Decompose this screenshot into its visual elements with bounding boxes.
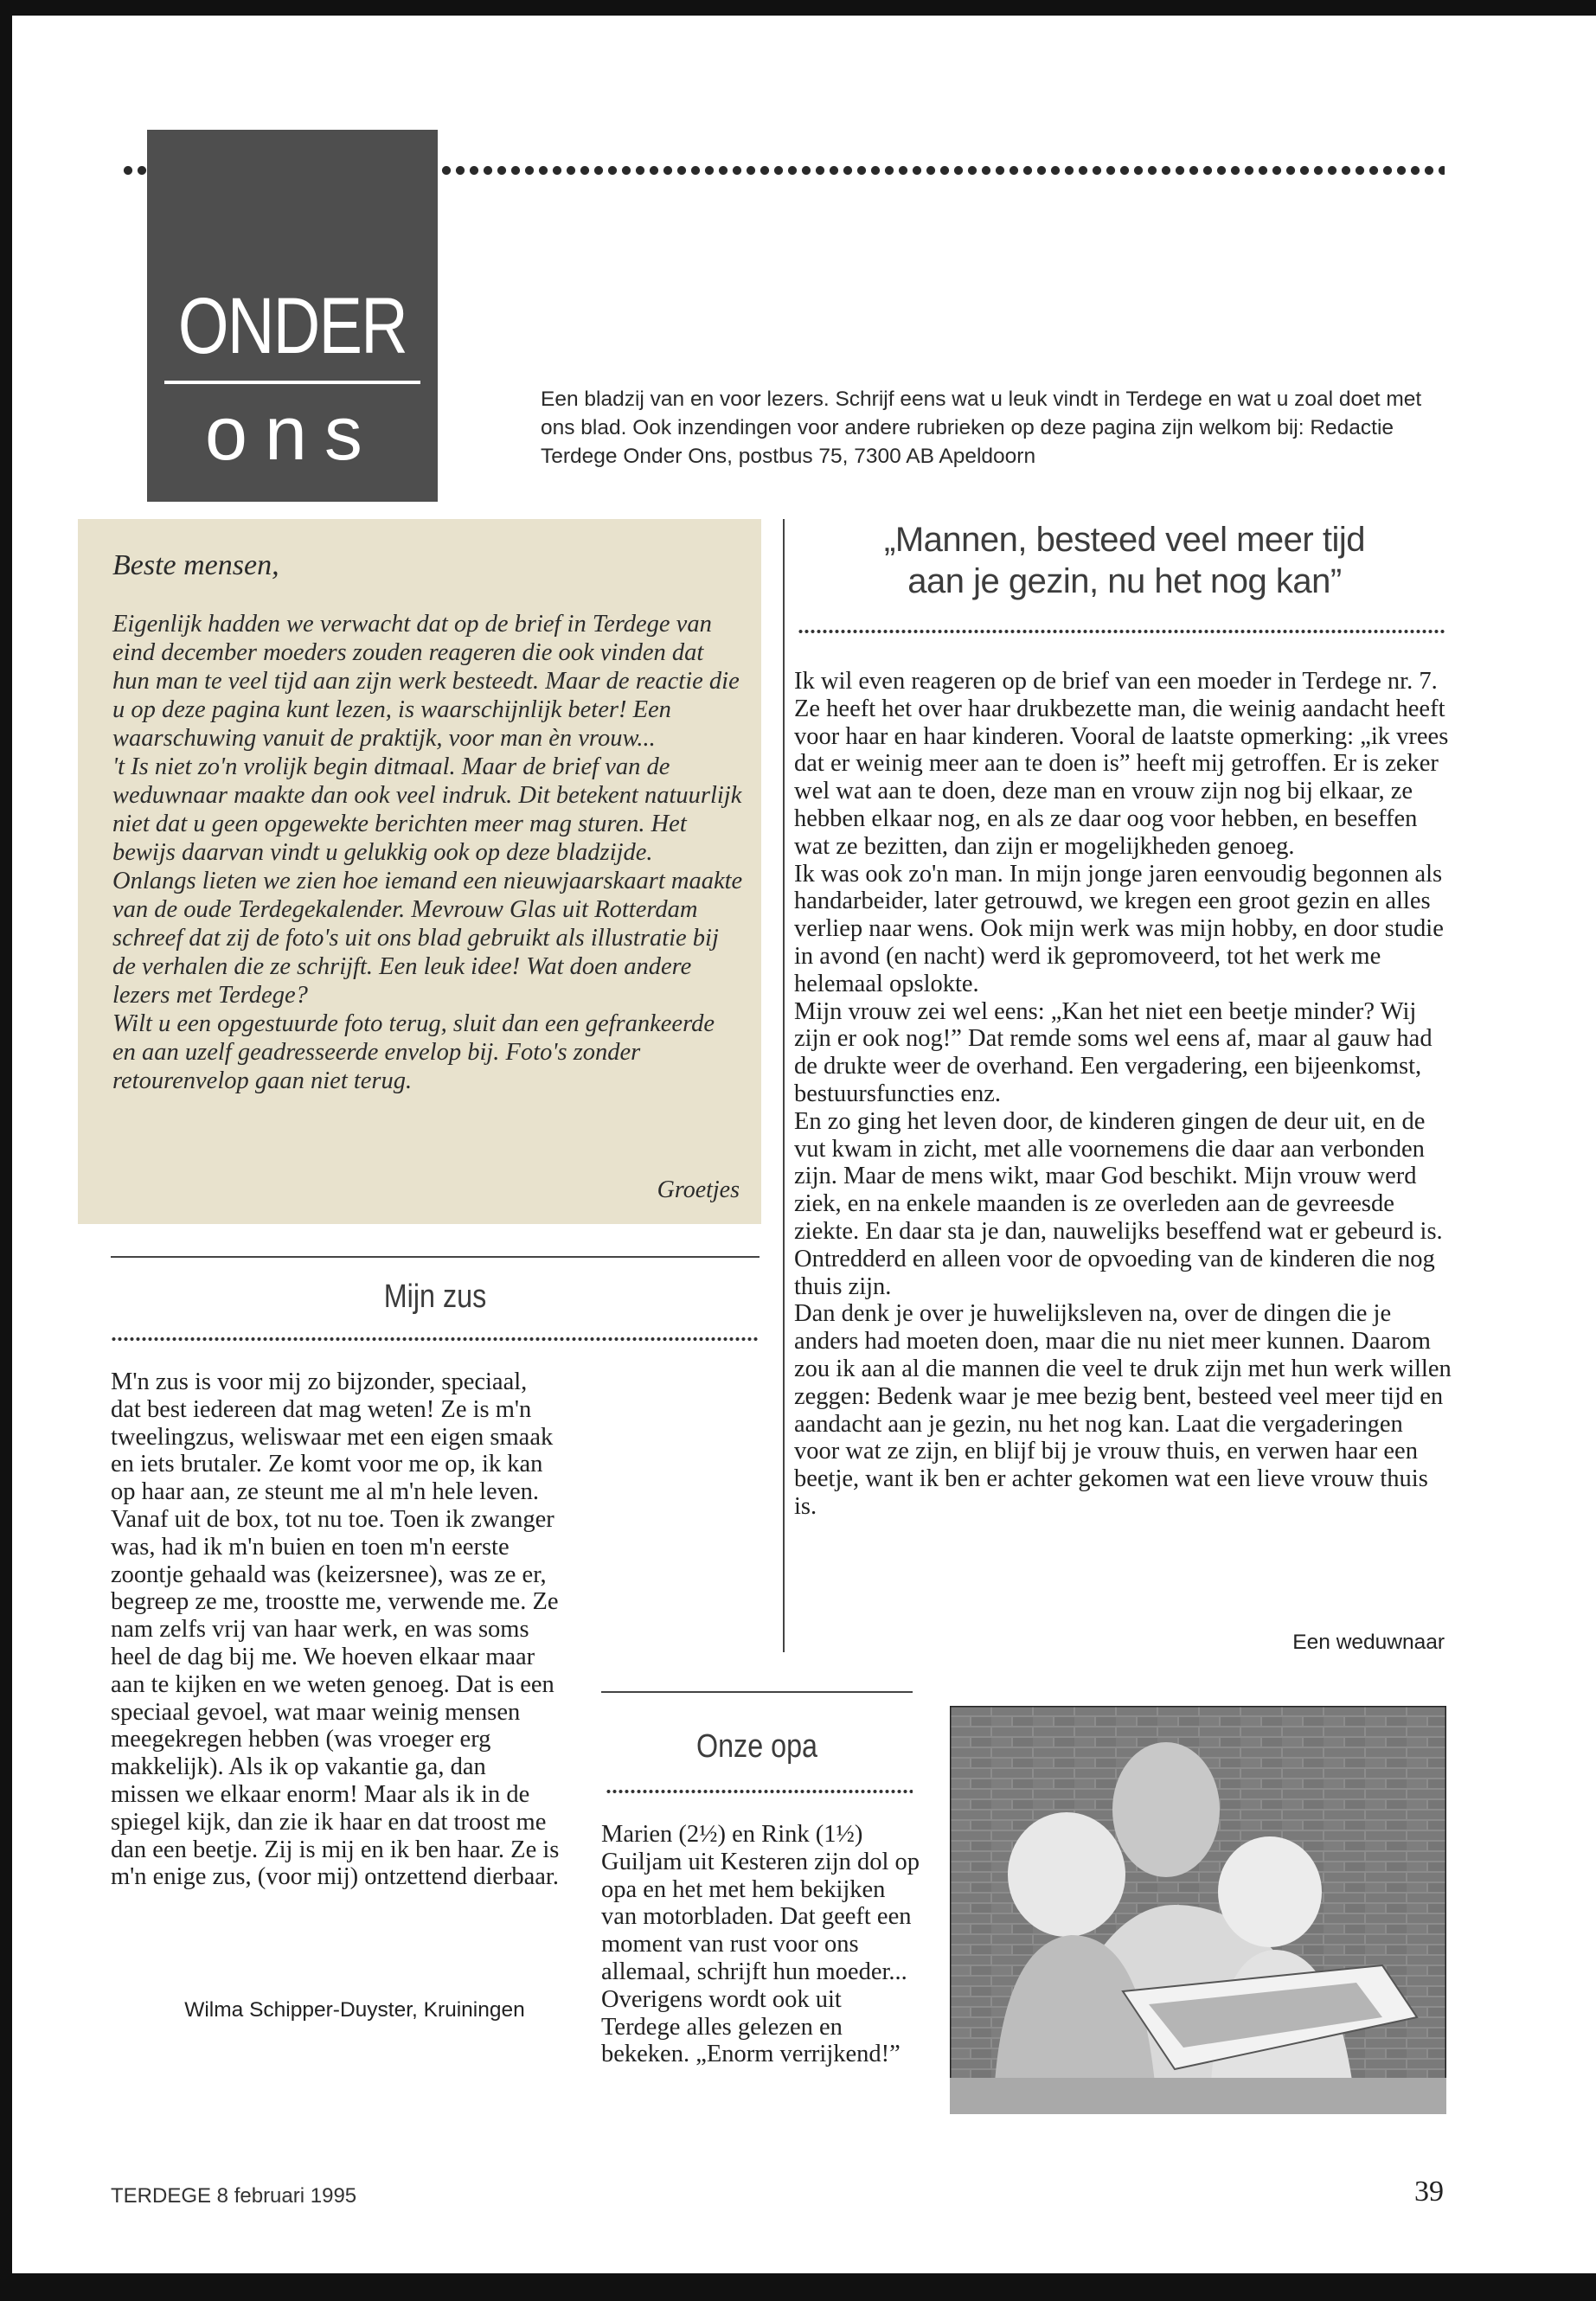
footer-issue: TERDEGE 8 februari 1995 [111,2184,357,2208]
zus-body: M'n zus is voor mij zo bijzonder, speciaal, dat best iedereen dat mag weten! Ze is m'n tweelingzus, weliswaar met een eigen smaak en iets brutaler. Ze komt voor me op, ik kan op haar aan, ze steunt me al m'n hele leven. Vanaf uit de box, tot nu toe. Toen ik zwanger was, had ik m'n buien en toen m'n eerste zoontje gehaald was (keizersnee), was ze er, begreep ze me, troostte me, verwende me. Ze nam zelfs vrij van haar werk, en was soms heel de dag bij me. We hoeven elkaar maar aan te kijken en we weten genoeg. Dat is een speciaal gevoel, wat maar weinig mensen meegekregen hebben (was vroeger erg makkelijk). Als ik op vakantie ga, dan missen we elkaar enorm! Maar als ik in de spiegel kijk, dan zie ik haar en dat troost me dan een beetje. Zij is mij en ik ben haar. Ze is m'n enige zus, (voor mij) ontzettend dierbaar. [111,1368,560,1891]
letter-paragraph: Wilt u een opgestuurde foto terug, sluit dan een gefrankeerde en aan uzelf geadresseerde envelop bij. Foto's zonder retourenvelop gaan niet terug. [112,1010,715,1094]
scan-border-top [0,0,1596,16]
mannen-article [794,668,1452,1521]
scan-border-bottom [0,2273,1596,2301]
logo-bottom-word: ons [205,390,380,476]
mannen-headline [804,519,1445,602]
article-paragraph: Mijn vrouw zei wel eens: „Kan het niet een beetje minder? Wij zijn er ook nog!” Dat remde soms wel eens af, maar al gauw had de drukte weer de overhand. Een vergadering, een bijeenkomst, bestuursfuncties enz. [794,997,1433,1107]
mannen-signoff: Een weduwnaar [1292,1631,1445,1654]
onder-ons-logo [147,130,438,502]
page-number: 39 [1414,2176,1444,2208]
headline-line: aan je gezin, nu het nog kan” [907,562,1342,600]
horizontal-rule [111,1256,760,1258]
article-paragraph: En zo ging het leven door, de kinderen gingen de deur uit, en de vut kwam in zicht, met alle voornemens die daar aan verbonden zijn. Maar de mens wikt, maar God beschikt. Mijn vrouw werd ziek, en na enkele maanden is ze overleden aan de gevreesde ziekte. En daar sta je dan, nauwelijks beseffend wat er gebeurd is. Ontredderd en alleen voor de opvoeding van de kinderen die nog thuis zijn. [794,1107,1443,1300]
dotted-rule [111,1336,760,1342]
letter-paragraph: Eigenlijk hadden we verwacht dat op de brief in Terdege van eind december moeders zouden reageren die ook vinden dat hun man te veel tijd aan zijn werk besteedt. Maar de reactie die u op deze pagina kunt lezen, is waarschijnlijk beter! Een waarschuwing vanuit de praktijk, voor man èn vrouw... [112,611,740,752]
zus-signature: Wilma Schipper-Duyster, Kruiningen [184,1998,525,2022]
article-paragraph: Dan denk je over je huwelijksleven na, over de dingen die je anders had moeten doen, maar die nu niet meer kunnen. Daarom zou ik aan al die mannen die veel te druk zijn met hun werk willen zeggen: Bedenk waar je mee bezig bent, besteed veel meer tijd en aandacht aan je gezin, nu het nog kan. Laat die vergaderingen voor wat ze zijn, en blijf bij je vrouw thuis, en verwen haar een beetje, want ik ben er achter gekomen wat een lieve vrouw thuis is. [794,1300,1452,1520]
letter-greeting: Beste mensen, [112,549,279,581]
letter-paragraph: Onlangs lieten we zien hoe iemand een nieuwjaarskaart maakte van de oude Terdegekalender. Mevrouw Glas uit Rotterdam schreef dat zij de foto's uit ons blad gebruikt als illustratie bij de verhalen die ze schrijft. Een leuk idee! Wat doen andere lezers met Terdege? [112,868,743,1009]
photo-grandfather-with-grandsons [950,1706,1446,2114]
editor-letter-box [78,519,761,1224]
dotted-rule [798,629,1445,634]
headline-line: „Mannen, besteed veel meer tijd [884,521,1365,559]
column-divider [783,519,785,1652]
scan-border-left [0,0,12,2301]
article-paragraph: Ik wil even reageren op de brief van een moeder in Terdege nr. 7. Ze heeft het over haar drukbezette man, die weinig aandacht heeft voor haar en haar kinderen. Vooral de laatste opmerking: „ik vrees dat er weinig meer aan te doen is” heeft mij getroffen. Er is zeker wel wat aan te doen, deze man en vrouw zijn nog bij elkaar, ze hebben elkaar nog, en als ze daar oog voor hebben, en beseffen wat ze bezitten, dan zijn er mogelijkheden genoeg. [794,668,1449,860]
letter-signature: Groetjes [657,1176,740,1203]
logo-rule [164,381,420,384]
letter-paragraph: 't Is niet zo'n vrolijk begin ditmaal. Maar de brief van de weduwnaar maakte dan ook veel indruk. Dit betekent natuurlijk niet dat u geen opgewekte berichten meer mag sturen. Het bewijs daarvan vindt u gelukkig ook op deze bladzijde. [112,753,742,866]
opa-body: Marien (2½) en Rink (1½) Guiljam uit Kesteren zijn dol op opa en het met hem bekijken van motorbladen. Dat geeft een moment van rust voor ons allemaal, schrijft hun moeder... Overigens wordt ook uit Terdege alles gelezen en bekeken. „Enorm verrijkend!” [601,1821,920,2068]
letter-body [112,610,744,1095]
article-paragraph: Ik was ook zo'n man. In mijn jonge jaren eenvoudig begonnen als handarbeider, later getrouwd, we kregen een groot gezin en alles verliep naar wens. Ook mijn werk was mijn hobby, en door studie in avond (en nacht) werd ik gepromoveerd, tot het werk me helemaal opslokte. [794,860,1444,997]
opa-heading: Onze opa [695,1728,818,1765]
logo-top-word: ONDER [177,282,407,370]
dotted-rule [606,1789,913,1794]
zus-heading: Mijn zus [383,1279,487,1315]
intro-text: Een bladzij van en voor lezers. Schrijf eens wat u leuk vindt in Terdege en wat u zoal doet met ons blad. Ook inzendingen voor andere rubrieken op deze pagina zijn welkom bij: Redactie Terdege Onder Ons, postbus 75, 7300 AB Apeldoorn [541,388,1422,468]
horizontal-rule [601,1691,913,1693]
